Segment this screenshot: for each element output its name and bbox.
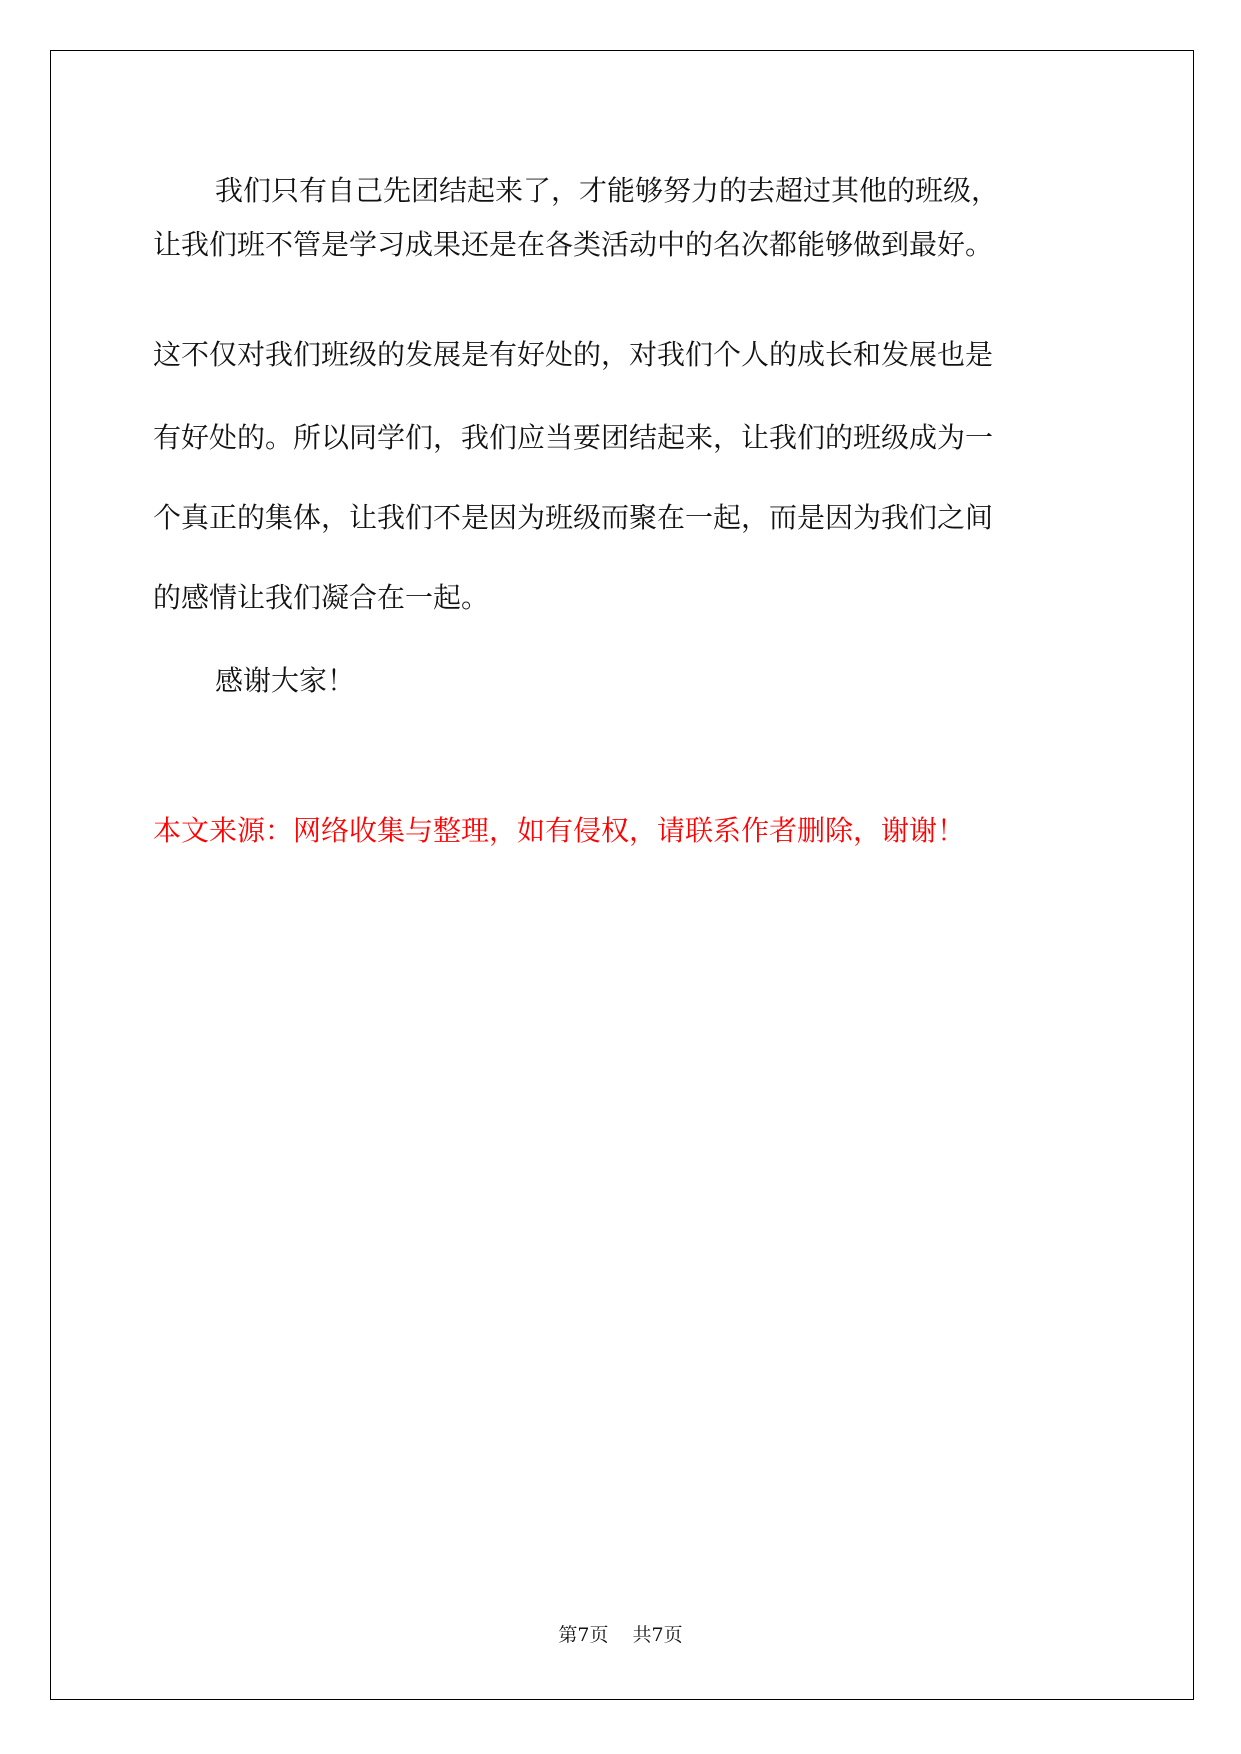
paragraph-line-5: 个真正的集体，让我们不是因为班级而聚在一起，而是因为我们之间 xyxy=(153,501,994,534)
paragraph-line-2: 让我们班不管是学习成果还是在各类活动中的名次都能够做到最好。 xyxy=(153,228,994,261)
paragraph-line-6: 的感情让我们凝合在一起。 xyxy=(153,581,490,614)
paragraph-line-3: 这不仅对我们班级的发展是有好处的，对我们个人的成长和发展也是 xyxy=(153,338,994,371)
paragraph-line-1: 我们只有自己先团结起来了，才能够努力的去超过其他的班级， xyxy=(215,174,1000,207)
source-note: 本文来源：网络收集与整理，如有侵权，请联系作者删除，谢谢！ xyxy=(153,814,966,847)
closing-line: 感谢大家！ xyxy=(215,664,356,697)
page-footer xyxy=(0,1624,1241,1646)
page-number: 第7页 xyxy=(558,1624,609,1646)
page-border xyxy=(50,50,1194,1700)
paragraph-line-4: 有好处的。所以同学们，我们应当要团结起来，让我们的班级成为一 xyxy=(153,421,994,454)
page-total: 共7页 xyxy=(632,1624,683,1646)
